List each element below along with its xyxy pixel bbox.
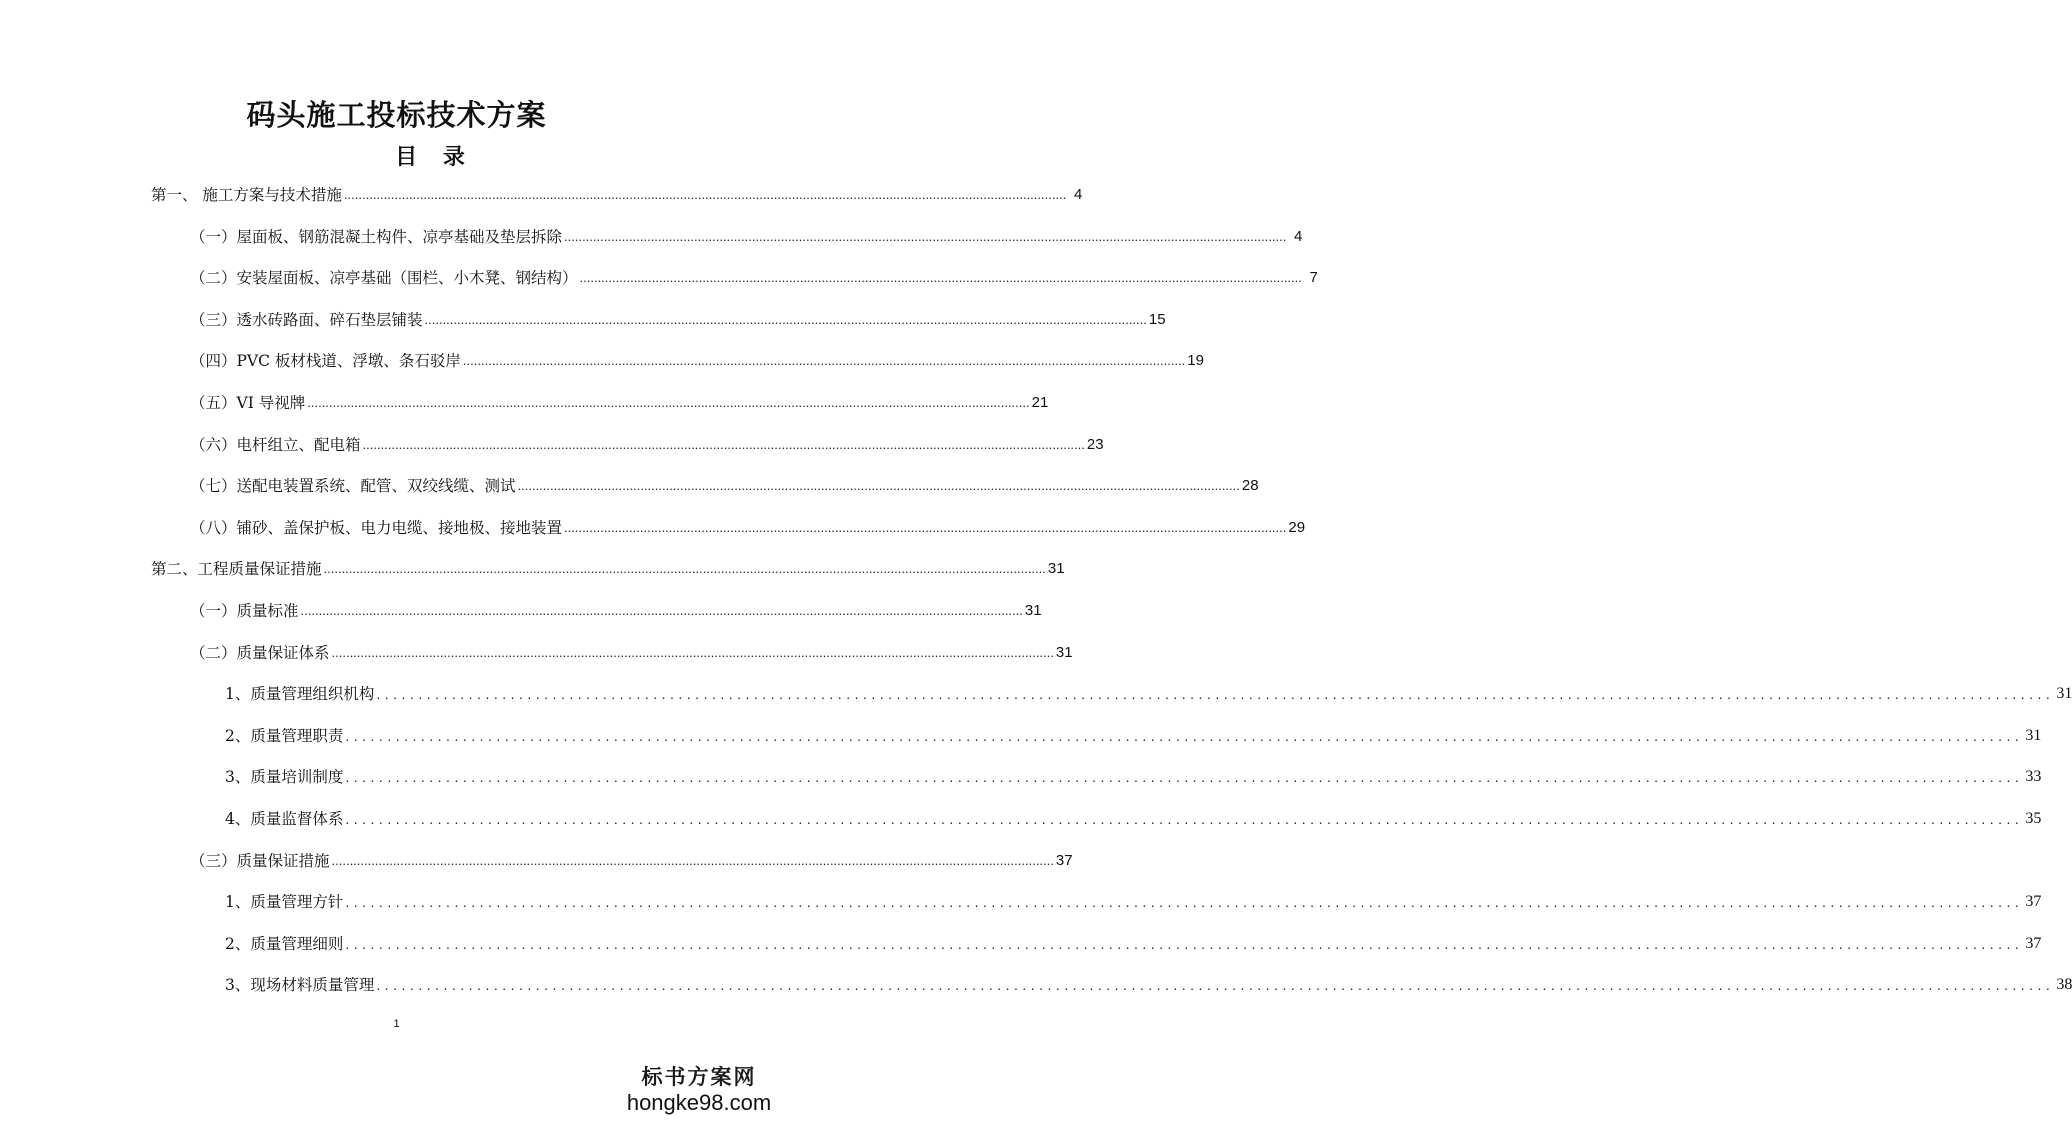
toc-entry-label: （一）质量标准 [190,602,299,620]
toc-entry[interactable] [190,388,1049,418]
toc-entry-label: 4、质量监督体系 [225,810,344,828]
toc-entry[interactable] [225,929,2042,959]
toc-entry-label: （四）PVC 板材栈道、浮墩、条石驳岸 [190,352,461,371]
toc-leader-dots: ........................................................................................................................................................................................................ [517,478,1240,494]
toc-entry-page: 35 [2025,810,2042,827]
toc-entry-label: 1、质量管理方针 [225,893,344,912]
toc-entry[interactable] [190,305,1166,335]
toc-entry[interactable] [225,679,2072,709]
toc-leader-dots: ........................................................................................................................................................................................................ [345,811,2024,827]
toc-entry[interactable] [225,721,2042,751]
toc-entry-page: 21 [1031,394,1049,411]
toc-leader-dots: ........................................................................................................................................................................................................ [376,686,2055,703]
page-number: 1 [393,1018,400,1030]
toc-entry-label: （三）透水砖路面、碎石垫层铺装 [190,310,423,329]
toc-entry-page: 37 [2025,893,2042,911]
toc-entry-page: 4 [1294,227,1303,245]
toc-leader-dots: ........................................................................................................................................................................................................ [462,353,1186,369]
toc-entry[interactable] [190,513,1306,543]
toc-leader-dots: ........................................................................................................................................................................................................ [376,977,2055,994]
toc-leader-dots: ........................................................................................................................................................................................................ [564,519,1287,535]
toc-entry-label: （五）VI 导视牌 [190,394,306,412]
toc-entry[interactable] [151,554,1065,584]
toc-entry-page: 37 [1055,851,1073,869]
toc-entry-label: 第一、 施工方案与技术措施 [151,186,342,204]
toc-entry-label: 3、质量培训制度 [225,768,344,787]
toc-entry-label: 1、质量管理组织机构 [225,685,375,704]
toc-entry-page: 38 [2056,976,2072,994]
toc-leader-dots: ........................................................................................................................................................................................................ [564,228,1287,244]
toc-entry[interactable] [190,846,1073,876]
toc-entry[interactable] [190,346,1204,376]
toc-entry[interactable] [190,430,1104,460]
toc-leader-dots: ........................................................................................................................................................................................................ [345,727,2024,744]
toc-entry-page: 31 [1055,643,1073,661]
toc-leader-dots: ........................................................................................................................................................................................................ [362,436,1085,452]
toc-entry-page: 23 [1086,435,1104,453]
toc-heading: 目 录 [395,145,465,170]
toc-entry-page: 31 [2025,726,2042,744]
toc-entry-page: 33 [2025,768,2042,786]
toc-entry-page: 37 [2025,934,2042,952]
toc-leader-dots: ........................................................................................................................................................................................................ [579,270,1302,286]
toc-entry-label: （六）电杆组立、配电箱 [190,435,361,454]
toc-entry-label: 2、质量管理职责 [225,726,344,745]
watermark [619,1064,779,1116]
toc-entry-page: 31 [1047,560,1065,578]
toc-leader-dots: ........................................................................................................................................................................................................ [343,187,1067,202]
toc-leader-dots: ........................................................................................................................................................................................................ [424,311,1147,327]
toc-entry[interactable] [225,762,2042,792]
toc-entry-label: （二）安装屋面板、凉亭基础（围栏、小木凳、钢结构） [190,269,578,288]
toc-leader-dots: ........................................................................................................................................................................................................ [331,852,1054,868]
toc-entry-page: 7 [1309,269,1318,287]
toc-entry-label: （二）质量保证体系 [190,643,330,662]
toc-entry[interactable] [190,471,1259,501]
toc-entry-label: 第二、工程质量保证措施 [151,560,322,579]
toc-entry[interactable] [225,887,2042,917]
document-title: 码头施工投标技术方案 [246,98,547,132]
toc-entry-page: 19 [1187,352,1204,370]
toc-entry[interactable] [225,804,2042,834]
toc-entry[interactable] [190,263,1318,293]
toc-entry-label: （七）送配电装置系统、配管、双绞线缆、测试 [190,477,516,496]
toc-leader-dots: ........................................................................................................................................................................................................ [331,644,1054,660]
toc-leader-dots: ........................................................................................................................................................................................................ [307,395,1030,410]
toc-entry[interactable] [225,970,2072,1000]
toc-entry-page: 31 [1024,602,1042,619]
toc-entry[interactable] [190,222,1303,252]
toc-leader-dots: ........................................................................................................................................................................................................ [300,603,1023,618]
toc-entry-label: 2、质量管理细则 [225,934,344,953]
toc-entry-label: （三）质量保证措施 [190,851,330,870]
toc-leader-dots: ........................................................................................................................................................................................................ [323,561,1046,577]
toc-entry[interactable] [190,638,1073,668]
toc-entry[interactable] [151,180,1083,210]
toc-leader-dots: ........................................................................................................................................................................................................ [345,894,2024,911]
toc-entry-label: （一）屋面板、钢筋混凝土构件、凉亭基础及垫层拆除 [190,227,563,246]
toc-leader-dots: ........................................................................................................................................................................................................ [345,935,2024,952]
toc-entry-page: 28 [1241,477,1259,495]
toc-entry-page: 29 [1288,518,1306,536]
toc-entry-label: （八）铺砂、盖保护板、电力电缆、接地极、接地装置 [190,518,563,537]
watermark-en: hongke98.com [626,1090,772,1115]
toc-entry-page: 15 [1148,310,1166,328]
toc-entry[interactable] [190,596,1042,626]
toc-entry-page: 4 [1073,186,1083,203]
watermark-cn: 标书方案网 [641,1065,757,1089]
toc-entry-page: 31 [2056,685,2072,703]
toc-leader-dots: ........................................................................................................................................................................................................ [345,769,2024,786]
toc-entry-label: 3、现场材料质量管理 [225,976,375,995]
